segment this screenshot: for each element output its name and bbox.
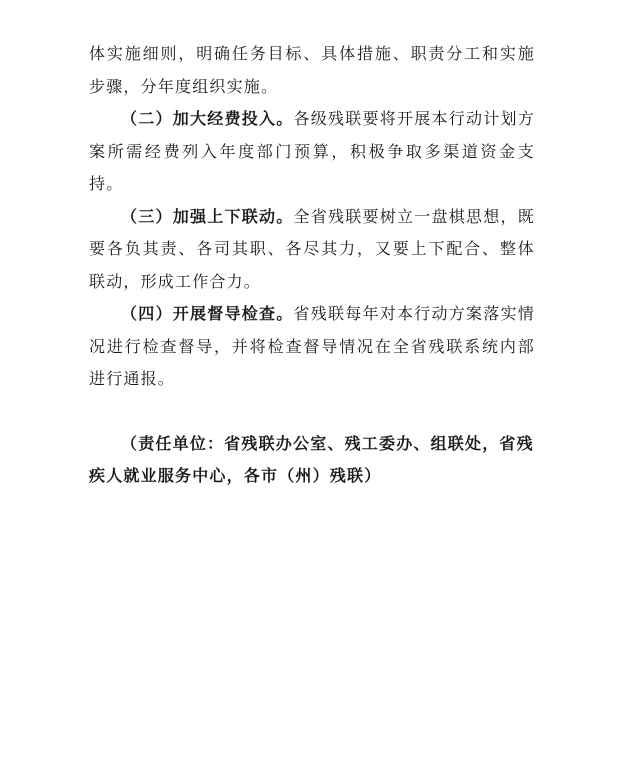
document-body: [89, 38, 535, 493]
section-body: 各级残联要将开展本行动计划方案所需经费列入年度部门预算，积极争取多渠道资金支持。: [89, 109, 535, 193]
section-supervision: [89, 298, 535, 396]
section-heading: （二）加大经费投入。: [121, 109, 294, 128]
section-heading: （三）加强上下联动。: [121, 206, 294, 226]
section-body: 省残联每年对本行动方案落实情况进行检查督导，并将检查督导情况在全省残联系统内部进行通报。: [89, 304, 535, 388]
section-coordination: [89, 201, 535, 299]
section-heading: （四）开展督导检查。: [121, 304, 294, 323]
section-funding: [89, 103, 535, 201]
responsibility-units: （责任单位：省残联办公室、残工委办、组联处，省残疾人就业服务中心，各市（州）残联）: [89, 433, 534, 485]
section-body: 全省残联要树立一盘棋思想，既要各负其责、各司其职、各尽其力，又要上下配合、整体联动，形成工作合力。: [89, 206, 535, 291]
paragraph-spacer: [89, 396, 535, 428]
intro-paragraph: 体实施细则，明确任务目标、具体措施、职责分工和实施步骤，分年度组织实施。: [89, 44, 535, 96]
